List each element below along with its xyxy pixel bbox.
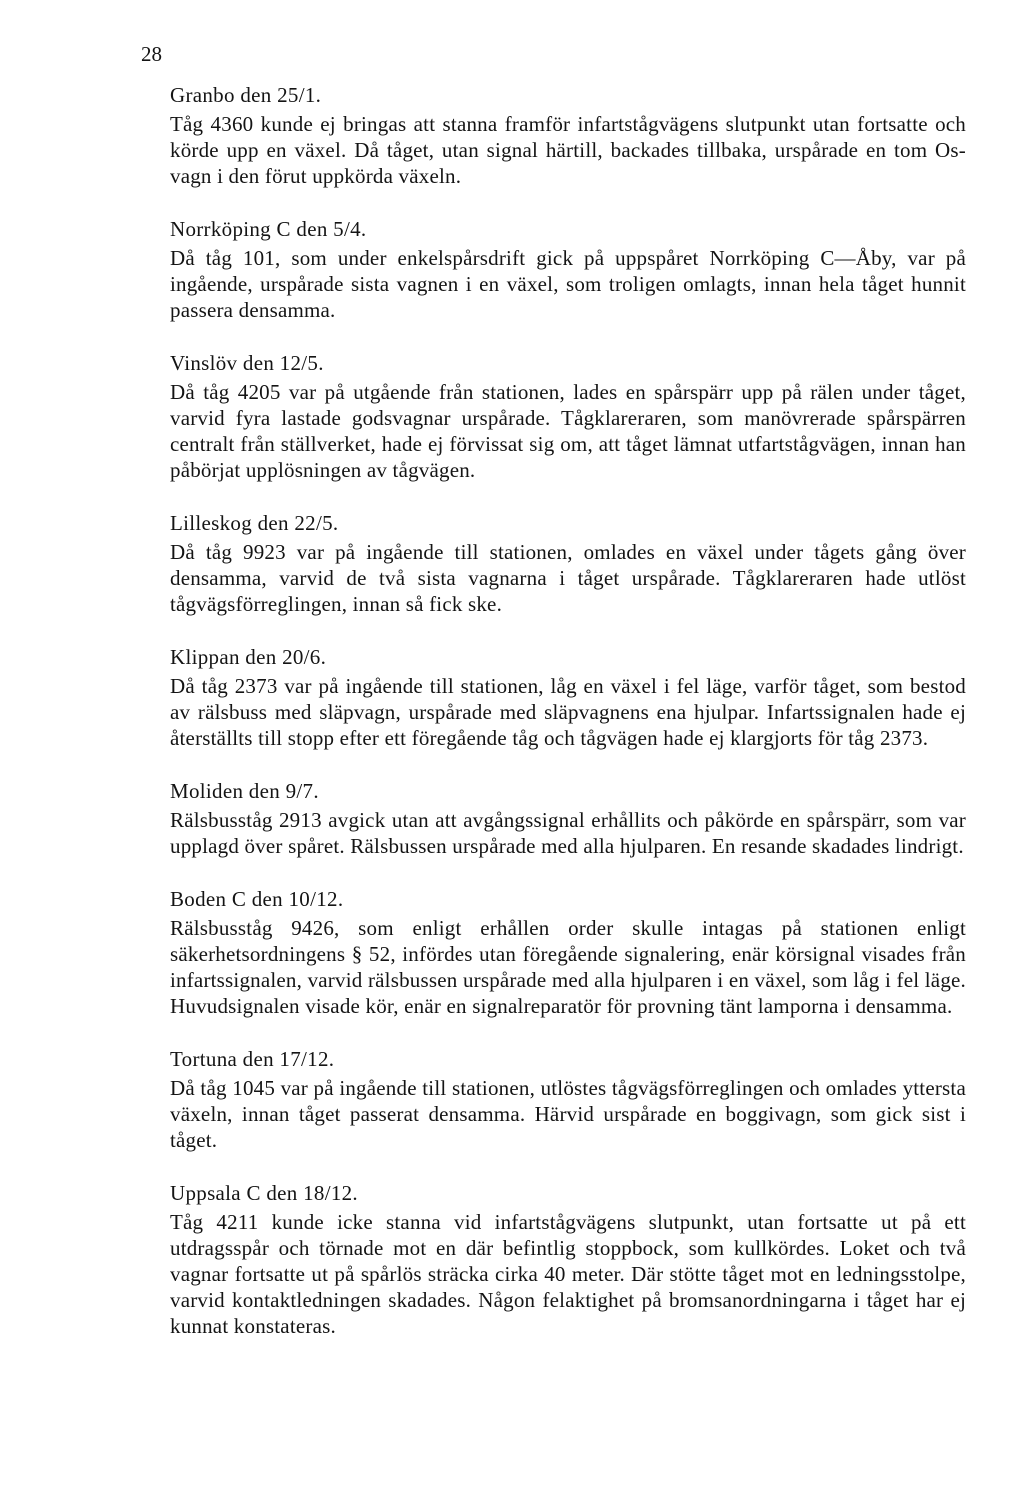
entry-text: Då tåg 1045 var på ingående till stationen, utlöstes tågvägsförreglingen och omlades yttersta växeln, innan tåget passerat densamma. Härvid urspårade en boggivagn, som gick sist i tåget.	[170, 1076, 966, 1152]
entry-norrkoping	[170, 216, 966, 323]
entry-text: Då tåg 9923 var på ingående till stationen, omlades en växel under tågets gång över densamma, varvid de två sista vagnarna i tåget urspårade. Tågklareraren hade utlöst tågvägsförreglingen, innan så fick ske.	[170, 540, 966, 616]
entry-text: Tåg 4360 kunde ej bringas att stanna framför infartstågvägens slutpunkt utan fortsatte och körde upp en växel. Då tåget, utan signal härtill, backades tillbaka, urspårade en tom Os-vagn i den förut uppkörda växeln.	[170, 112, 966, 188]
entry-heading: Boden C den 10/12.	[170, 887, 344, 911]
entry-lilleskog	[170, 510, 966, 617]
entry-text: Rälsbusståg 9426, som enligt erhållen order skulle intagas på stationen enligt säkerhetsordningens § 52, infördes utan föregående signalering, enär körsignal visades från infartssignalen, varvid rälsbussen urspårade med alla hjulparen i en växel, som låg i fel läge. Huvudsignalen visade kör, enär en signalreparatör för provning tänt lamporna i densamma.	[170, 916, 966, 1018]
entry-heading: Tortuna den 17/12.	[170, 1047, 335, 1071]
entry-tortuna	[170, 1046, 966, 1153]
entry-text: Då tåg 101, som under enkelspårsdrift gick på uppspåret Norrköping C—Åby, var på ingående, urspårade sista vagnen i en växel, som troligen omlagts, innan hela tåget hunnit passera densamma.	[170, 246, 966, 322]
entry-moliden	[170, 778, 966, 859]
entry-heading: Lilleskog den 22/5.	[170, 511, 339, 535]
document-body	[170, 82, 966, 1366]
entry-text: Då tåg 2373 var på ingående till stationen, låg en växel i fel läge, varför tåget, som bestod av rälsbuss med släpvagn, urspårade med släpvagnens ena hjulpar. Infartssignalen hade ej återställts till stopp efter ett föregående tåg och tågvägen hade ej klargjorts för tåg 2373.	[170, 674, 966, 750]
entry-heading: Moliden den 9/7.	[170, 779, 319, 803]
entry-heading: Norrköping C den 5/4.	[170, 217, 367, 241]
entry-vinslov	[170, 350, 966, 483]
entry-uppsala	[170, 1180, 966, 1339]
entry-klippan	[170, 644, 966, 751]
entry-text: Rälsbusståg 2913 avgick utan att avgångssignal erhållits och påkörde en spårspärr, som var upplagd över spåret. Rälsbussen urspårade med alla hjulparen. En resande skadades lindrigt.	[170, 808, 966, 858]
entry-text: Tåg 4211 kunde icke stanna vid infartstågvägens slutpunkt, utan fortsatte ut på ett utdragsspår och törnade mot en där befintlig stoppbock, som kullkördes. Loket och två vagnar fortsatte ut på spårlös sträcka cirka 40 meter. Där stötte tåget mot en ledningsstolpe, varvid kontaktledningen skadades. Någon felaktighet på bromsanordningarna i tåget har ej kunnat konstateras.	[170, 1210, 966, 1338]
entry-heading: Uppsala C den 18/12.	[170, 1181, 358, 1205]
entry-boden	[170, 886, 966, 1019]
page-number: 28	[141, 42, 162, 66]
entry-text: Då tåg 4205 var på utgående från stationen, lades en spårspärr upp på rälen under tåget, varvid fyra lastade godsvagnar urspårade. Tågklareraren, som manövrerade spårspärren centralt från ställverket, hade ej förvissat sig om, att tåget lämnat utfartstågvägen, innan han påbörjat upplösningen av tågvägen.	[170, 380, 966, 482]
entry-heading: Vinslöv den 12/5.	[170, 351, 324, 375]
entry-heading: Granbo den 25/1.	[170, 83, 322, 107]
entry-heading: Klippan den 20/6.	[170, 645, 327, 669]
entry-granbo	[170, 82, 966, 189]
